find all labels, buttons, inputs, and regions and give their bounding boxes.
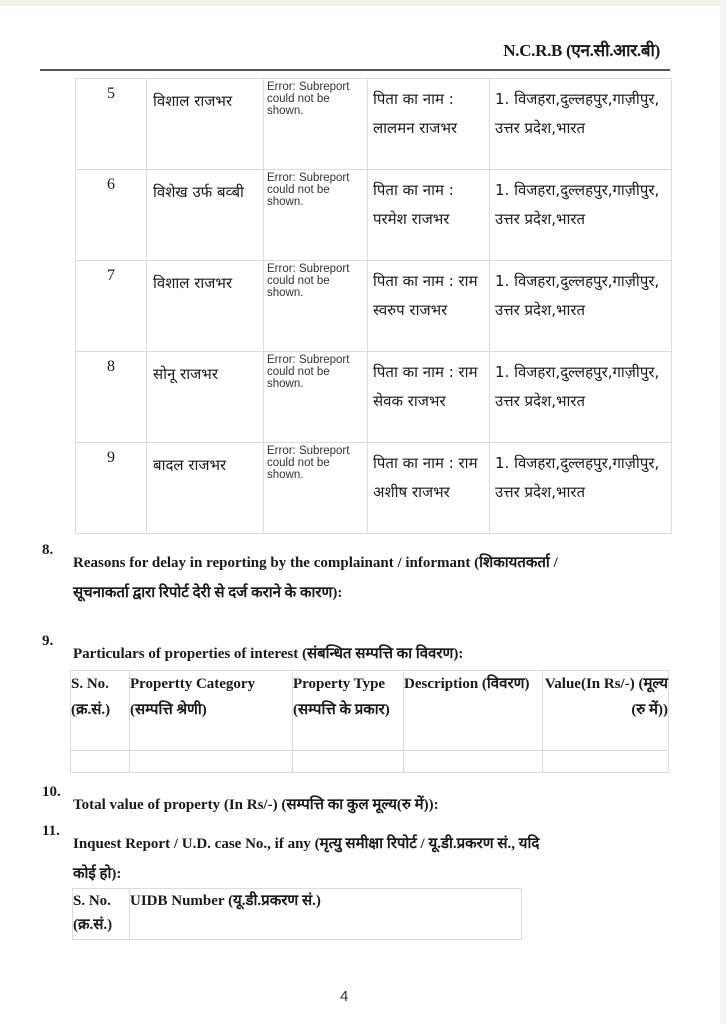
table-row [76, 443, 672, 534]
section-number: 10. [42, 784, 61, 800]
heading-line: Reasons for delay in reporting by the complainant / informant (शिकायतकर्ता / [73, 555, 558, 571]
header-divider [40, 69, 670, 71]
accused-table [75, 78, 672, 534]
address: 1. विजहरा,दुल्लहपुर,गाज़ीपुर, उत्तर प्रदेश,भारत [490, 352, 672, 443]
page-header-title: N.C.R.B (एन.सी.आर.बी) [503, 41, 660, 60]
col-uidb-number: UIDB Number (यू.डी.प्रकरण सं.) [130, 889, 522, 940]
uidb-table-header [73, 889, 522, 940]
table-row [71, 751, 669, 773]
subreport-error: Error: Subreport could not be shown. [264, 261, 368, 352]
serial-number: 9 [76, 443, 147, 534]
accused-name: विशाल राजभर [147, 261, 264, 352]
col-sno: S. No. (क्र.सं.) [71, 671, 130, 751]
subreport-error: Error: Subreport could not be shown. [264, 79, 368, 170]
col-sno: S. No. (क्र.सं.) [73, 889, 130, 940]
serial-number: 7 [76, 261, 147, 352]
property-table-header [71, 671, 669, 751]
accused-name: बादल राजभर [147, 443, 264, 534]
cell [543, 751, 669, 773]
page-right-edge [720, 0, 726, 1024]
section-number: 9. [42, 633, 54, 649]
col-value: Value(In Rs/-) (मूल्य (रु में)) [543, 671, 669, 751]
table-row [76, 352, 672, 443]
section-heading: Particulars of properties of interest (संबन्धित सम्पत्ति का विवरण): [73, 646, 464, 662]
address: 1. विजहरा,दुल्लहपुर,गाज़ीपुर, उत्तर प्रदेश,भारत [490, 170, 672, 261]
table-row [76, 170, 672, 261]
uidb-table [72, 888, 522, 940]
address: 1. विजहरा,दुल्लहपुर,गाज़ीपुर, उत्तर प्रदेश,भारत [490, 261, 672, 352]
col-category: Propertty Category (सम्पत्ति श्रेणी) [130, 671, 293, 751]
col-type: Property Type (सम्पत्ति के प्रकार) [293, 671, 404, 751]
section-heading: Total value of property (In Rs/-) (सम्पत्ति का कुल मूल्य(रु में)): [73, 797, 439, 813]
heading-line: सूचनाकर्ता द्वारा रिपोर्ट देरी से दर्ज कराने के कारण): [73, 585, 343, 601]
relative-name: पिता का नाम : राम स्वरुप राजभर [368, 261, 490, 352]
property-table [70, 670, 669, 773]
col-description: Description (विवरण) [404, 671, 543, 751]
heading-line: Inquest Report / U.D. case No., if any (मृत्यु समीक्षा रिपोर्ट / यू.डी.प्रकरण सं., यदि [73, 836, 540, 852]
page-number: 4 [340, 988, 349, 1005]
section-number: 8. [42, 542, 54, 558]
section-number: 11. [42, 823, 60, 839]
accused-name: सोनू राजभर [147, 352, 264, 443]
section-heading [73, 548, 558, 608]
accused-name: विशेख उर्फ बव्बी [147, 170, 264, 261]
relative-name: पिता का नाम : राम अशीष राजभर [368, 443, 490, 534]
section-heading [73, 829, 539, 889]
serial-number: 6 [76, 170, 147, 261]
address: 1. विजहरा,दुल्लहपुर,गाज़ीपुर, उत्तर प्रदेश,भारत [490, 79, 672, 170]
serial-number: 5 [76, 79, 147, 170]
relative-name: पिता का नाम : परमेश राजभर [368, 170, 490, 261]
cell [293, 751, 404, 773]
cell [404, 751, 543, 773]
table-row [76, 261, 672, 352]
relative-name: पिता का नाम : राम सेवक राजभर [368, 352, 490, 443]
cell [71, 751, 130, 773]
subreport-error: Error: Subreport could not be shown. [264, 352, 368, 443]
address: 1. विजहरा,दुल्लहपुर,गाज़ीपुर, उत्तर प्रदेश,भारत [490, 443, 672, 534]
cell [130, 751, 293, 773]
subreport-error: Error: Subreport could not be shown. [264, 443, 368, 534]
serial-number: 8 [76, 352, 147, 443]
subreport-error: Error: Subreport could not be shown. [264, 170, 368, 261]
relative-name: पिता का नाम : लालमन राजभर [368, 79, 490, 170]
accused-name: विशाल राजभर [147, 79, 264, 170]
page-top-edge [0, 0, 726, 6]
heading-line: कोई हो): [73, 866, 122, 882]
table-row [76, 79, 672, 170]
